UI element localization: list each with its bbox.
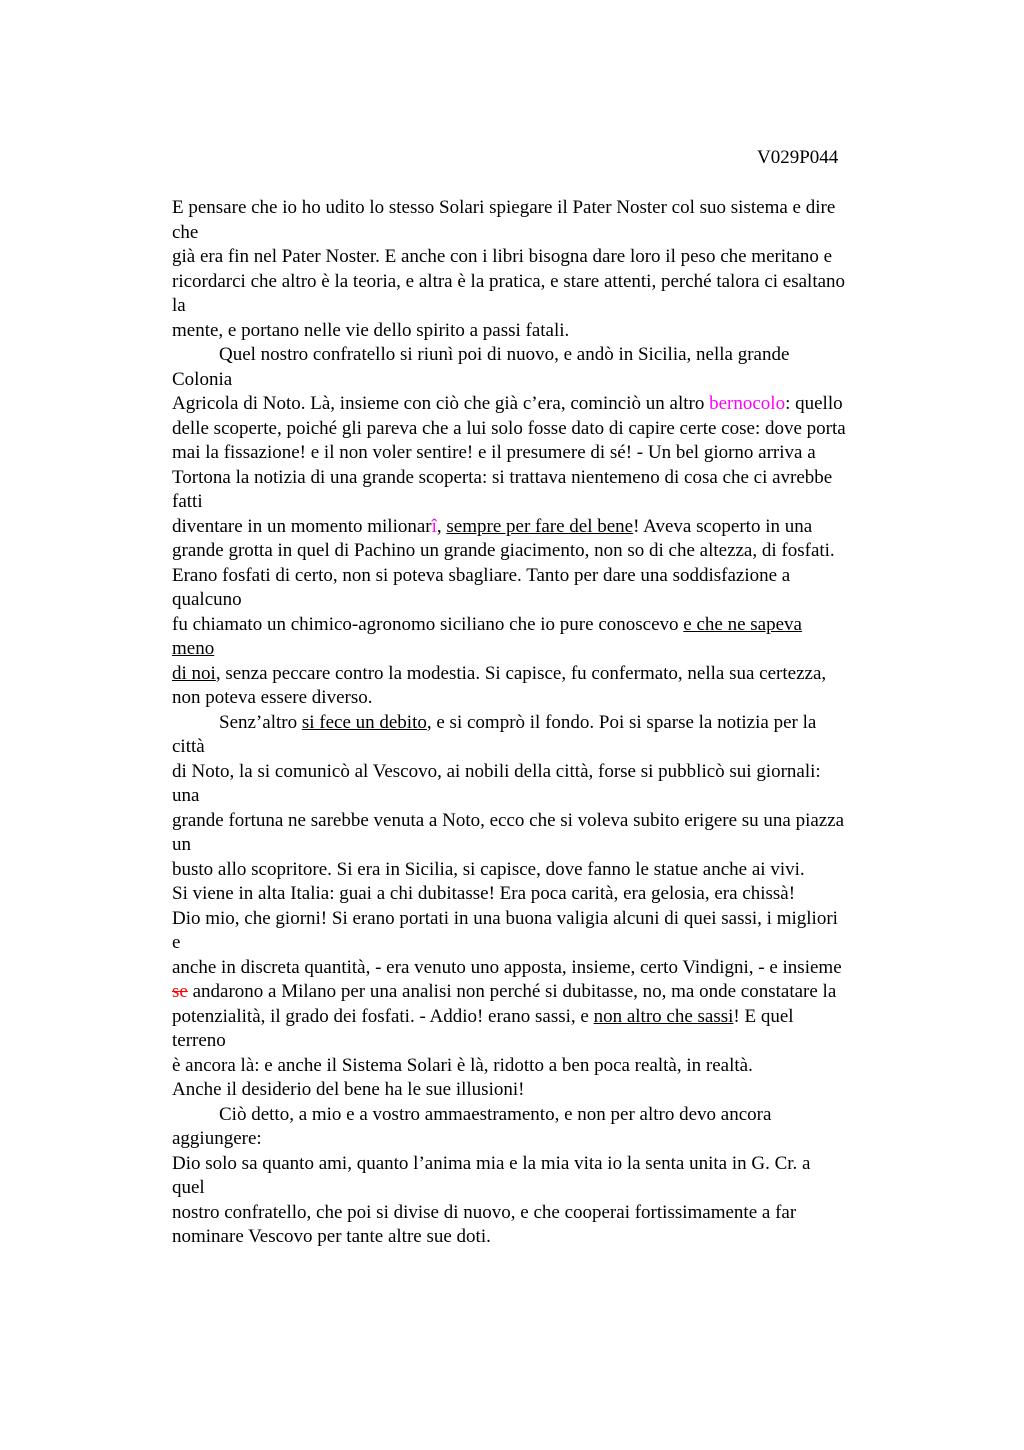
text-line [172, 515, 912, 540]
text-line: mente, e portano nelle vie dello spirito a passi fatali. [172, 319, 570, 341]
text-line: una [172, 785, 200, 806]
text-line: e [172, 932, 181, 953]
paragraph-start-line: Ciò detto, a mio e a vostro ammaestramento, e non per altro devo ancora [219, 1103, 772, 1125]
text-line: anche in discreta quantità, - era venuto uno apposta, insieme, certo Vindigni, - e insieme [172, 956, 842, 978]
underlined-phrase: meno [172, 638, 215, 659]
text-line: qualcuno [172, 589, 242, 610]
text-segment: fu chiamato un chimico-agronomo siciliano che io pure conoscevo [172, 613, 684, 635]
text-line [172, 980, 912, 1005]
text-line: Erano fosfati di certo, non si poteva sbagliare. Tanto per dare una soddisfazione a [172, 564, 791, 586]
text-line: busto allo scopritore. Si era in Sicilia, si capisce, dove fanno le statue anche ai vivi. [172, 858, 805, 880]
text-line [172, 1005, 912, 1030]
text-line: quel [172, 1177, 205, 1198]
text-line [172, 392, 912, 417]
underlined-phrase: di noi [172, 662, 216, 684]
text-line: aggiungere: [172, 1128, 262, 1149]
text-line: già era fin nel Pater Noster. E anche con i libri bisogna dare loro il peso che meritano e [172, 246, 833, 267]
paragraph-start-line: Quel nostro confratello si riunì poi di nuovo, e andò in Sicilia, nella grande [219, 344, 790, 365]
document-body [172, 196, 912, 1250]
text-line: ricordarci che altro è la teoria, e altra è la pratica, e stare attenti, perché talora ci esaltano [172, 270, 846, 292]
text-segment: Senz’altro [219, 711, 302, 733]
text-line: nostro confratello, che poi si divise di nuovo, e che cooperai fortissimamente a far [172, 1201, 797, 1223]
text-segment: , senza peccare contro la modestia. Si capisce, fu confermato, nella sua certezza, [215, 662, 827, 684]
text-line: E pensare che io ho udito lo stesso Solari spiegare il Pater Noster col suo sistema e dire [172, 197, 836, 218]
highlighted-letter: î [431, 515, 437, 537]
underlined-phrase: non altro che sassi [593, 1005, 734, 1027]
text-line: che [172, 221, 199, 243]
text-line: nominare Vescovo per tante altre sue doti. [172, 1226, 491, 1247]
text-segment: ! E quel [733, 1005, 794, 1027]
paragraph-start-line [172, 711, 912, 736]
text-segment: : quello [785, 393, 843, 414]
text-line: fatti [172, 491, 203, 512]
text-line: Dio mio, che giorni! Si erano portati in una buona valigia alcuni di quei sassi, i migliori [172, 907, 838, 929]
text-segment: Agricola di Noto. Là, insieme con ciò che già c’era, cominciò un altro [172, 393, 710, 414]
text-line [172, 662, 912, 687]
text-line: Anche il desiderio del bene ha le sue illusioni! [172, 1079, 525, 1100]
text-line: è ancora là: e anche il Sistema Solari è là, ridotto a ben poca realtà, in realtà. [172, 1054, 753, 1076]
underlined-phrase: sempre per fare del bene [446, 515, 634, 537]
text-line: Dio solo sa quanto ami, quanto l’anima mia e la mia vita io la senta unita in G. Cr. a [172, 1152, 811, 1174]
text-line: di Noto, la si comunicò al Vescovo, ai nobili della città, forse si pubblicò sui giornali: [172, 760, 821, 782]
text-line [172, 613, 912, 638]
underlined-phrase: si fece un debito [301, 711, 427, 733]
text-segment: diventare in un momento milionar [172, 515, 432, 537]
text-line [172, 637, 912, 662]
text-segment: andarono a Milano per una analisi non perché si dubitasse, no, ma onde constatare la [187, 981, 837, 1002]
text-line: la [172, 295, 186, 316]
deleted-word: se [172, 981, 188, 1002]
text-line: delle scoperte, poiché gli pareva che a lui solo fosse dato di capire certe cose: dove porta [172, 417, 846, 439]
text-line: mai la fissazione! e il non voler sentire! e il presumere di sé! - Un bel giorno arriva a [172, 442, 816, 463]
text-line: grande grotta in quel di Pachino un grande giacimento, non so di che altezza, di fosfati. [172, 540, 835, 561]
text-line: terreno [172, 1030, 226, 1051]
highlighted-word: bernocolo [709, 393, 786, 414]
text-segment: ! Aveva scoperto in una [633, 515, 813, 537]
text-line: Tortona la notizia di una grande scoperta: si trattava nientemeno di cosa che ci avrebbe [172, 466, 833, 488]
text-line: grande fortuna ne sarebbe venuta a Noto, ecco che si voleva subito erigere su una piazza [172, 809, 845, 831]
text-segment: , [436, 515, 447, 537]
text-line: Si viene in alta Italia: guai a chi dubitasse! Era poca carità, era gelosia, era chissà! [172, 883, 796, 904]
text-line: non poteva essere diverso. [172, 687, 373, 708]
text-segment: potenzialità, il grado dei fosfati. - Addio! erano sassi, e [172, 1005, 594, 1027]
underlined-phrase: e che ne sapeva [683, 613, 802, 635]
text-segment: , e si comprò il fondo. Poi si sparse la notizia per la [426, 711, 817, 733]
text-line: un [172, 834, 191, 855]
text-line: città [172, 736, 205, 757]
text-line: Colonia [172, 368, 233, 390]
page-identifier: V029P044 [757, 147, 839, 168]
